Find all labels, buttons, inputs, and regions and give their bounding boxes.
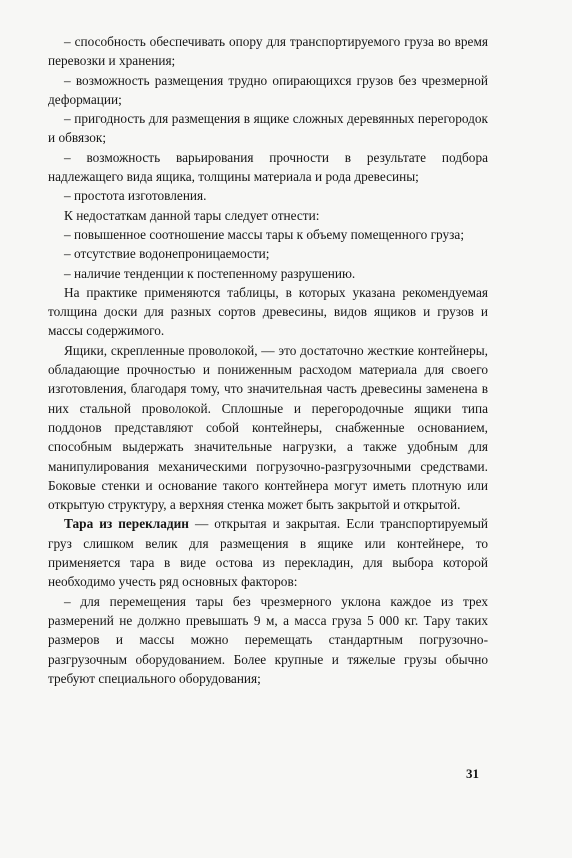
list-item-simplicity: – простота изготовления.: [64, 188, 207, 204]
list-item-support: – способность обеспечивать опору для транспортируемого груза во время перевозки и хранения;: [48, 34, 488, 69]
list-item-weight-ratio: – повышенное соотношение массы тары к объему помещенного груза;: [64, 226, 465, 242]
list-item-heavy-loads: – возможность размещения трудно опирающихся грузов без чрезмерной деформации;: [48, 72, 488, 107]
term-crates: Тара из перекладин: [64, 516, 189, 532]
list-item-partitions: – пригодность для размещения в ящике сложных деревянных перегородок и обвязок;: [48, 111, 488, 146]
page-number: 31: [466, 766, 479, 781]
paragraph-wire-boxes: Ящики, скрепленные проволокой, — это достаточно жесткие контейнеры, обладающие прочностью и пониженным расходом материала для своего изготовления, благодаря тому, что значительная часть древесины заменена в них стальной проволокой. Сплошные и перегородочные ящики типа поддонов представляют собой контейнеры, снабженные основанием, способным выдержать значительные нагрузки, а также удобным для манипулирования механическими погрузочно-разгрузочными средствами. Боковые стенки и основание такого контейнера могут иметь плотную или открытую структуру, а верхняя стенка может быть закрытой и открытой.: [48, 342, 488, 513]
paragraph-tables: На практике применяются таблицы, в которых указана рекомендуемая толщина доски для разных сортов древесины, видов ящиков и грузов и массы содержимого.: [48, 284, 488, 339]
crates-description: — открытая и закрытая. Если транспортируемый груз слишком велик для размещения в ящике или контейнере, то применяется тара в виде остова из перекладин, для выбора которой необходимо учесть ряд основных факторов:: [48, 516, 489, 590]
disadvantages-heading: К недостаткам данной тары следует отнести:: [64, 207, 320, 223]
list-item-deterioration: – наличие тенденции к постепенному разрушению.: [64, 265, 356, 281]
list-item-dimensions: – для перемещения тары без чрезмерного уклона каждое из трех размерений не должно превышать 9 м, а масса груза 5 000 кг. Тару таких размеров и массы можно перемещать стандартным погрузочно-разгрузочным оборудованием. Более крупные и тяжелые грузы обычно требуют специального оборудования;: [48, 593, 488, 686]
paragraph-crates: [48, 514, 488, 591]
page-body: [48, 32, 488, 688]
list-item-strength: – возможность варьирования прочности в результате подбора надлежащего вида ящика, толщины материала и рода древесины;: [48, 149, 488, 185]
list-item-waterproofing: – отсутствие водонепроницаемости;: [64, 246, 270, 262]
